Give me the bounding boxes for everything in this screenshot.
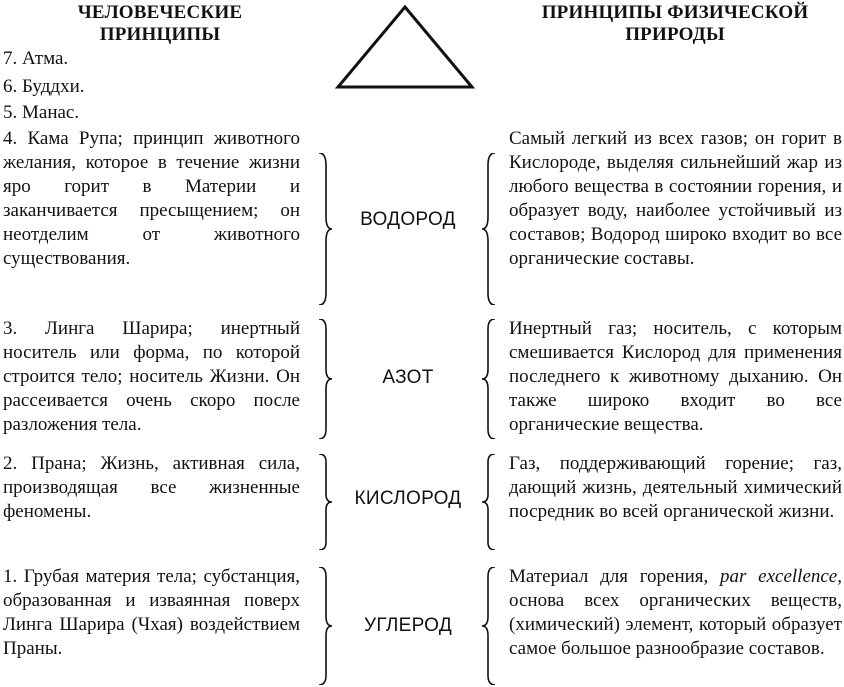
physical-principle-text: Газ, поддерживающий горение; газ, дающий жизнь, деятельный химический посредник во всей органической жизни. xyxy=(509,453,842,522)
human-principles-header: ЧЕЛОВЕЧЕСКИЕ ПРИНЦИПЫ xyxy=(77,2,243,45)
principle-manas: 5. Манас. xyxy=(3,102,80,123)
human-principle-text: 4. Кама Рупа; принцип животного желания, которое в течение жизни яро горит в Материи и заканчивается пресыщением; он неотделим от животного существования. xyxy=(3,128,300,269)
triangle-icon xyxy=(334,4,476,90)
physical-text-emphasis: par excellence, xyxy=(720,566,842,587)
left-brace xyxy=(317,567,333,685)
human-principle-text: 2. Прана; Жизнь, активная сила, производящая все жизненные феномены. xyxy=(3,453,300,522)
physical-text-start: Материал для горения, xyxy=(509,566,721,587)
principle-atma: 7. Атма. xyxy=(3,48,69,69)
physical-principle-text: Самый легкий из всех газов; он горит в Кислороде, выделяя сильнейший жар из любого вещества в состоянии горения, и образует воду, наиболее устойчивый из составов; Водород широко входит во все органические составы. xyxy=(509,128,842,269)
left-brace xyxy=(317,153,333,305)
right-brace xyxy=(481,567,497,685)
principle-buddhi: 6. Буддхи. xyxy=(3,76,85,97)
physical-principle-text: Инертный газ; носитель, с которым смешивается Кислород для применения последнего к животному дыханию. Он также широко входит во все органические вещества. xyxy=(509,318,842,435)
right-brace xyxy=(481,153,497,305)
element-label: КИСЛОРОД xyxy=(354,488,462,509)
element-label: УГЛЕРОД xyxy=(363,615,453,636)
human-principle-text: 1. Грубая материя тела; субстанция, образованная и изваянная поверх Линга Шарира (Чхая) воздействием Праны. xyxy=(3,566,300,659)
human-principle-text: 3. Линга Шарира; инертный носитель или форма, по которой строится тело; носитель Жизни. Он рассеивается очень скоро после разложения тела. xyxy=(3,318,300,435)
right-brace xyxy=(481,319,497,439)
right-brace xyxy=(481,454,497,550)
physical-principles-header: ПРИНЦИПЫ ФИЗИЧЕСКОЙ ПРИРОДЫ xyxy=(541,2,809,45)
physical-text-end: основа всех органических веществ, (химический) элемент, который образует самое большое разнообразие составов. xyxy=(509,590,842,659)
physical-principle-text xyxy=(509,565,842,661)
element-label: АЗОТ xyxy=(382,367,434,388)
left-brace xyxy=(317,454,333,550)
left-brace xyxy=(317,319,333,439)
element-label: ВОДОРОД xyxy=(360,209,456,230)
